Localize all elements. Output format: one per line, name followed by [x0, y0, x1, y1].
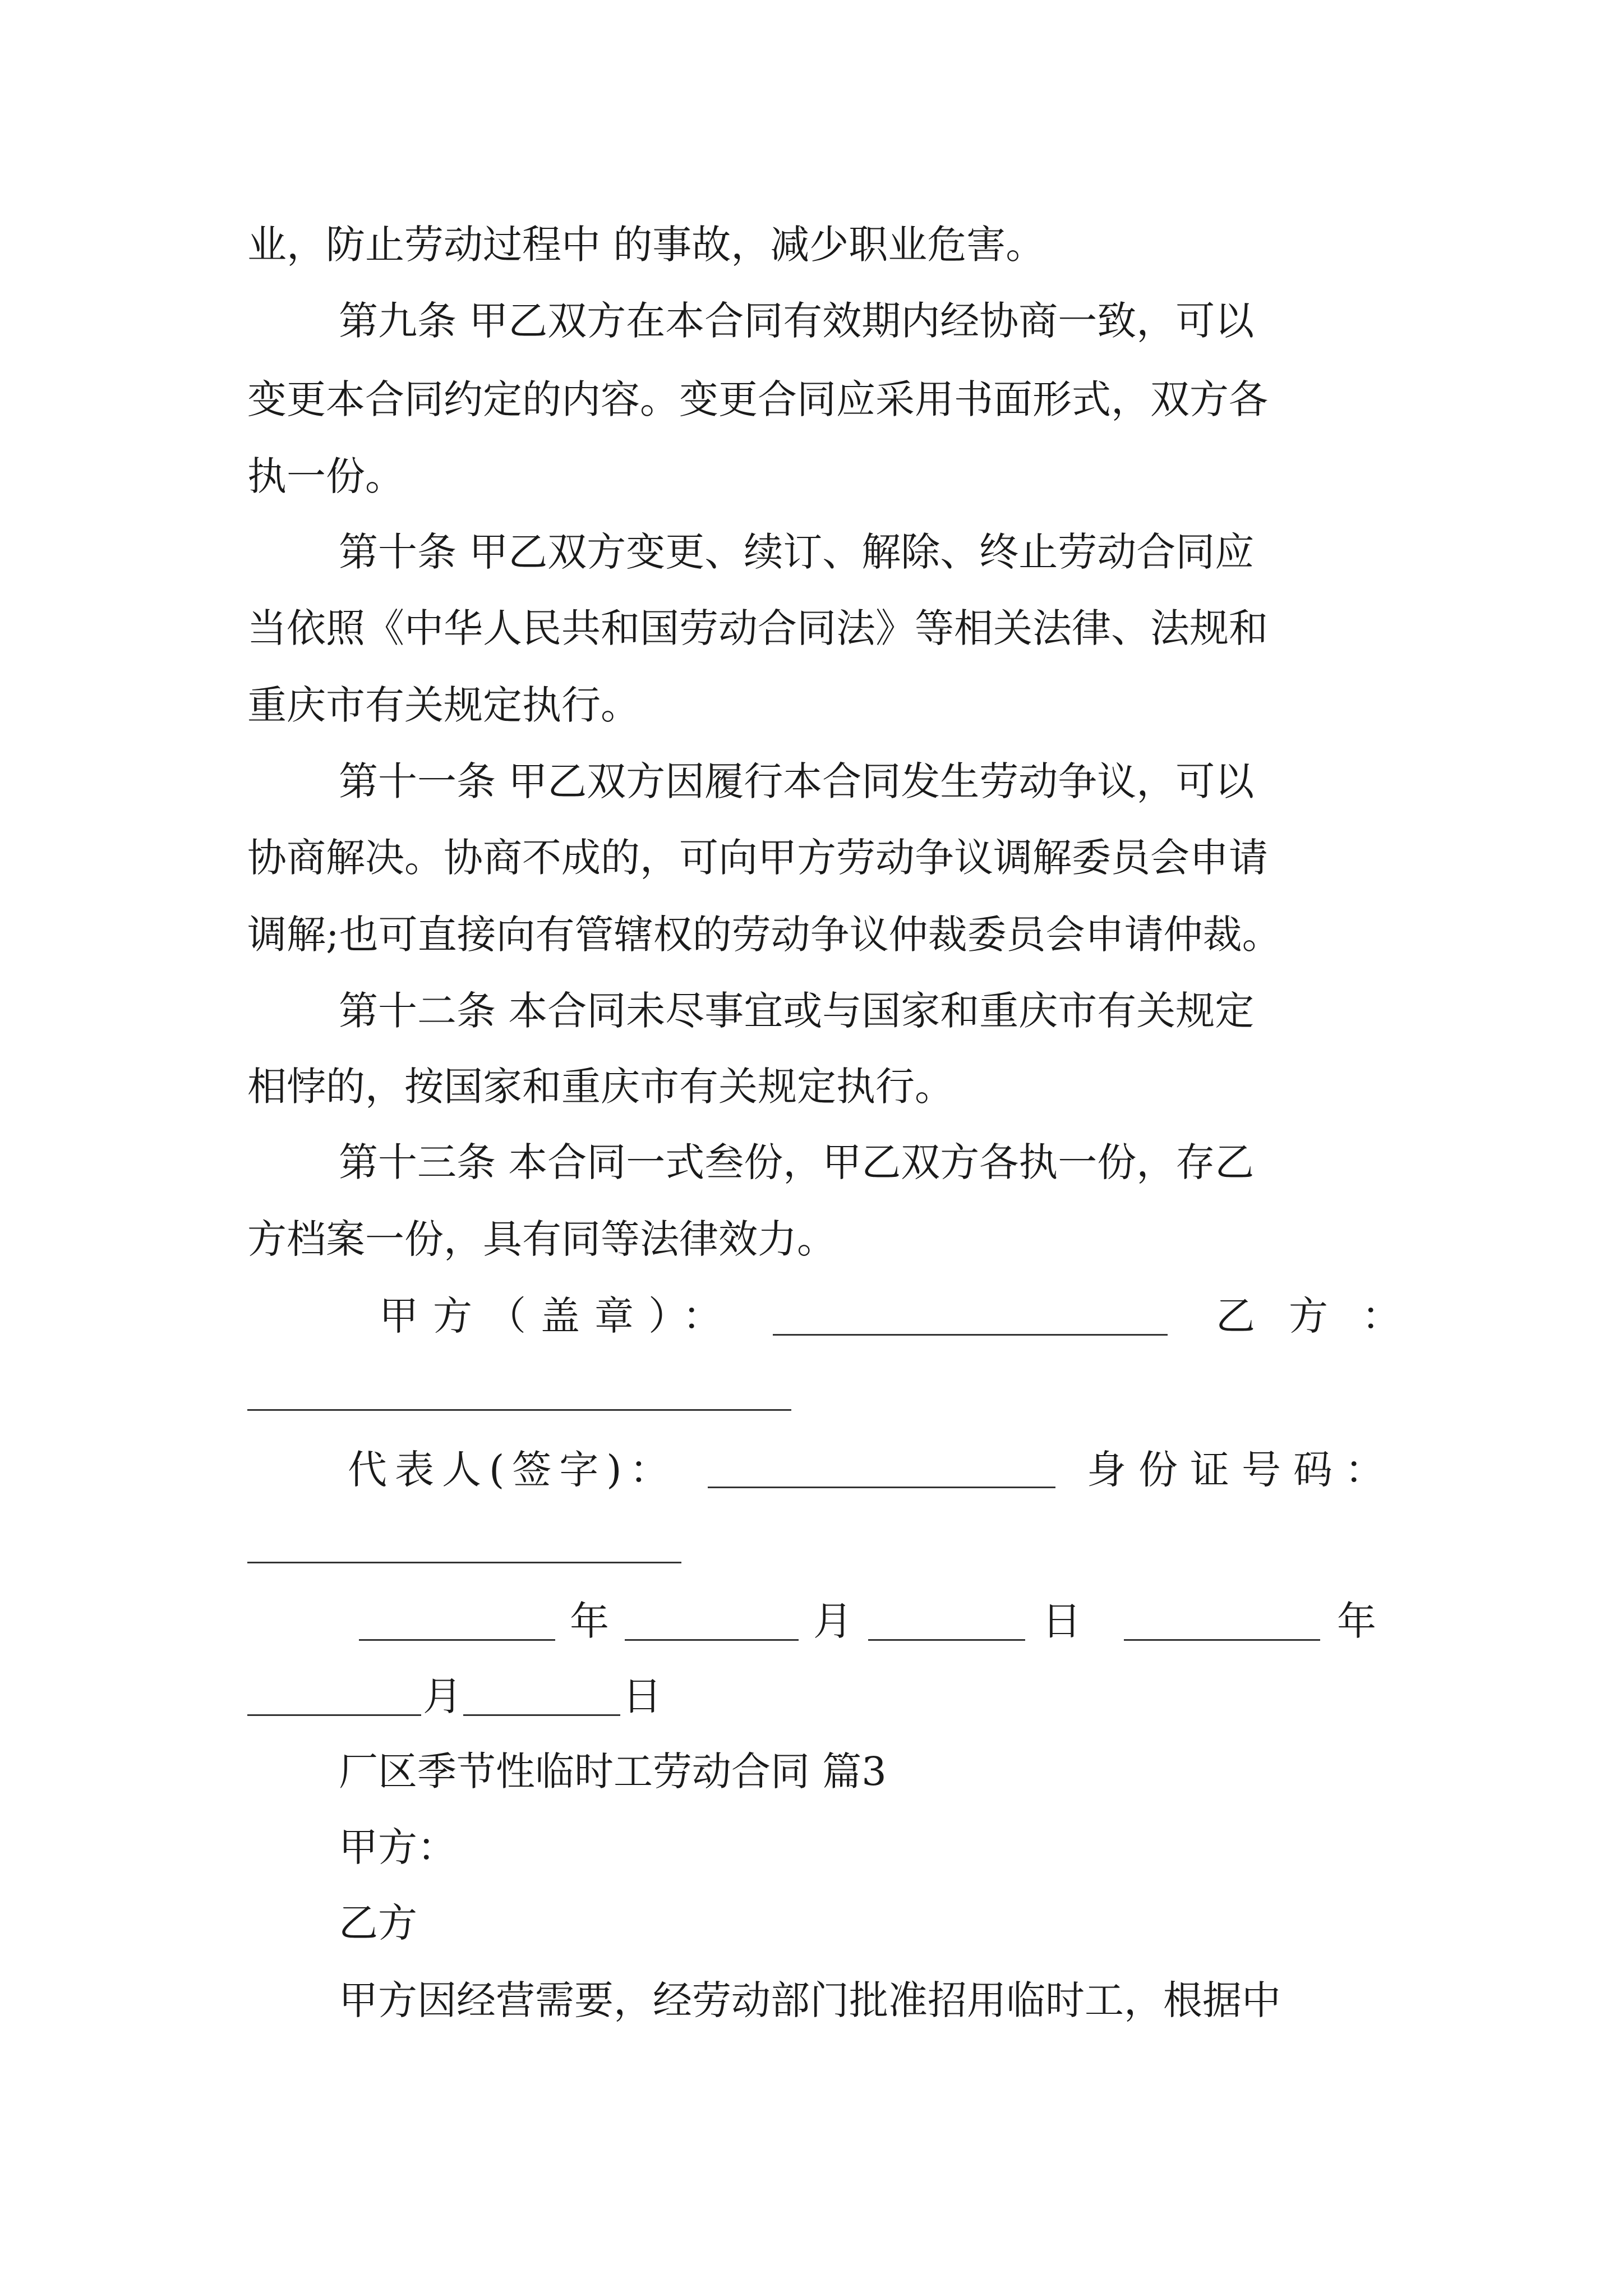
paragraph-line: 重庆市有关规定执行。: [247, 682, 640, 728]
article-12-line: 第十二条 本合同未尽事宜或与国家和重庆市有关规定: [339, 988, 1255, 1034]
paragraph-line: 相悖的，按国家和重庆市有关规定执行。: [247, 1064, 954, 1110]
party-b-month-blank: [247, 1714, 421, 1716]
party-a-year-label: 年: [570, 1598, 609, 1644]
paragraph-line: 调解;也可直接向有管辖权的劳动争议仲裁委员会申请仲裁。: [247, 912, 1281, 958]
paragraph-line: 业，防止劳动过程中 的事故，减少职业危害。: [247, 222, 1045, 268]
party-b-month-label: 月: [423, 1673, 462, 1719]
party-b-day-blank: [463, 1714, 620, 1716]
representative-label: 代表人(签字)：: [348, 1447, 677, 1493]
party-a-day-blank: [868, 1639, 1025, 1641]
article-9-line: 第九条 甲乙双方在本合同有效期内经协商一致，可以: [339, 298, 1255, 344]
article-10-line: 第十条 甲乙双方变更、续订、解除、终止劳动合同应: [339, 529, 1255, 575]
party-b-year-label: 年: [1337, 1598, 1376, 1644]
section-intro-line: 甲方因经营需要，经劳动部门批准招用临时工，根据中: [339, 1977, 1281, 2023]
paragraph-line: 当依照《中华人民共和国劳动合同法》等相关法律、法规和: [247, 605, 1268, 651]
article-13-line: 第十三条 本合同一式叁份，甲乙双方各执一份，存乙: [339, 1139, 1255, 1185]
paragraph-line: 方档案一份，具有同等法律效力。: [247, 1216, 836, 1262]
id-number-line: [247, 1562, 681, 1563]
party-b-day-label: 日: [623, 1673, 662, 1719]
party-a-day-label: 日: [1042, 1598, 1081, 1644]
article-11-line: 第十一条 甲乙双方因履行本合同发生劳动争议，可以: [339, 758, 1255, 804]
party-a-month-label: 月: [813, 1598, 852, 1644]
party-b-signature-line: [247, 1409, 791, 1411]
paragraph-line: 执一份。: [247, 453, 404, 499]
party-b-label: 乙方：: [1216, 1293, 1435, 1339]
paragraph-line: 协商解决。协商不成的，可向甲方劳动争议调解委员会申请: [247, 835, 1268, 881]
section-title: 厂区季节性临时工劳动合同 篇3: [339, 1749, 887, 1795]
party-a-month-blank: [625, 1639, 799, 1641]
party-b-year-blank: [1124, 1639, 1320, 1641]
section-party-b: 乙方: [339, 1900, 417, 1946]
party-a-signature-line: [773, 1334, 1168, 1336]
party-a-year-blank: [359, 1639, 555, 1641]
representative-signature-line: [708, 1487, 1055, 1488]
id-number-label: 身份证号码：: [1087, 1447, 1396, 1493]
paragraph-line: 变更本合同约定的内容。变更合同应采用书面形式，双方各: [247, 376, 1268, 422]
party-a-seal-label: 甲方（盖章）：: [379, 1293, 736, 1339]
section-party-a: 甲方：: [339, 1824, 457, 1870]
